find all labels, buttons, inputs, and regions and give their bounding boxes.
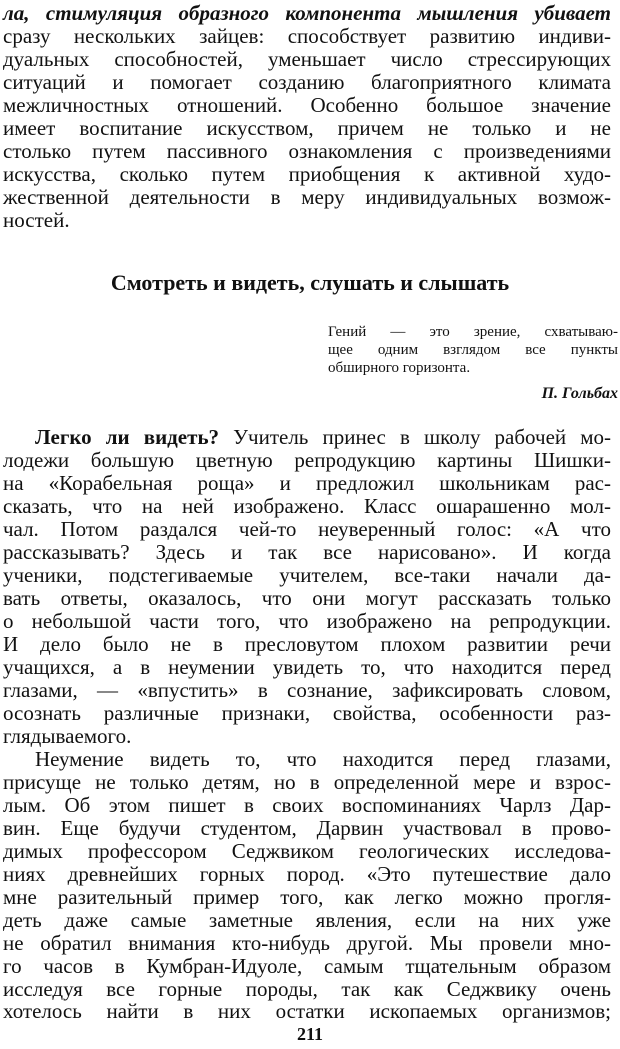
text-line: о небольшой части того, что изображено на репродукции.: [3, 609, 611, 633]
text-line: вин. Еще будучи студентом, Дарвин участвовал в прово-: [3, 816, 611, 840]
text-line: не обратил внимания кто-нибудь другой. Мы провели мно-: [3, 931, 611, 955]
text-line: го часов в Кумбран-Идуоле, самым тщательным образом: [3, 954, 611, 978]
text-line: вать ответы, оказалось, что они могут рассказать только: [3, 586, 611, 610]
text-line: лым. Об этом пишет в своих воспоминаниях Чарлз Дар-: [3, 793, 611, 817]
paragraph-2-first-line: Неумение видеть то, что находится перед глазами,: [35, 747, 611, 771]
text-line: глазами, — «впустить» в сознание, зафиксировать словом,: [3, 678, 611, 702]
text-line: ученики, подстегиваемые учителем, все-таки начали да-: [3, 563, 611, 587]
text-line: ностей.: [3, 208, 70, 232]
text-line: сказать, что на ней изображено. Класс ошарашенно мол-: [3, 494, 611, 518]
paragraph-1-first-line: [35, 426, 611, 448]
text-line: И дело было не в пресловутом плохом развитии речи: [3, 632, 611, 656]
text-line: лодежи большую цветную репродукцию картины Шишки-: [3, 448, 611, 472]
run-in-heading: Легко ли видеть?: [35, 425, 220, 449]
epigraph-line: обширного горизонта.: [328, 360, 471, 376]
text-line: межличностных отношений. Особенно большое значение: [3, 93, 611, 117]
text-line: на «Корабельная роща» и предложил школьникам рас-: [3, 471, 611, 495]
text-line: присуще не только детям, но в определенной мере и взрос-: [3, 770, 611, 794]
page-number: 211: [296, 1024, 323, 1044]
text-line: деть даже самые заметные явления, если на них уже: [3, 908, 611, 932]
text-line: чал. Потом раздался чей-то неуверенный голос: «А что: [3, 517, 611, 541]
text-line: ниях древнейших горных пород. «Это путешествие дало: [3, 862, 611, 886]
text-line: рассказывать? Здесь и так все нарисовано». И когда: [3, 540, 611, 564]
text-line: исследуя все горные породы, так как Седжвику очень: [3, 977, 611, 1001]
text-line: осознать различные признаки, свойства, особенности раз-: [3, 701, 611, 725]
text-line: ситуаций и помогает созданию благоприятного климата: [3, 70, 611, 94]
text-line: искусства, сколько путем приобщения к активной худо-: [3, 162, 611, 186]
text-run: Учитель принес в школу рабочей мо-: [233, 425, 611, 449]
text-line: мне разительный пример того, как легко можно прогля-: [3, 885, 611, 909]
section-heading: Смотреть и видеть, слушать и слышать: [110, 270, 510, 295]
epigraph-line: Гений — это зрение, схватываю-: [328, 324, 618, 340]
text-line: учащихся, а в неумении увидеть то, что находится перед: [3, 655, 611, 679]
text-line: глядываемого.: [3, 724, 132, 748]
text-line: сразу нескольких зайцев: способствует развитию индиви-: [3, 24, 611, 48]
text-line: столько путем пассивного ознакомления с произведениями: [3, 139, 611, 163]
text-line: дуальных способностей, уменьшает число стрессирующих: [3, 47, 611, 71]
text-line: димых профессором Седжвиком геологических исследова-: [3, 839, 611, 863]
intro-lead-line: ла, стимуляция образного компонента мышления убивает: [3, 1, 611, 25]
epigraph-line: щее одним взглядом все пункты: [328, 342, 618, 358]
text-line: хотелось найти в них остатки ископаемых организмов;: [3, 999, 611, 1023]
epigraph-author: П. Гольбах: [541, 385, 618, 402]
text-line: жественной деятельности в меру индивидуальных возмож-: [3, 185, 611, 209]
text-line: имеет воспитание искусством, причем не только и не: [3, 116, 611, 140]
